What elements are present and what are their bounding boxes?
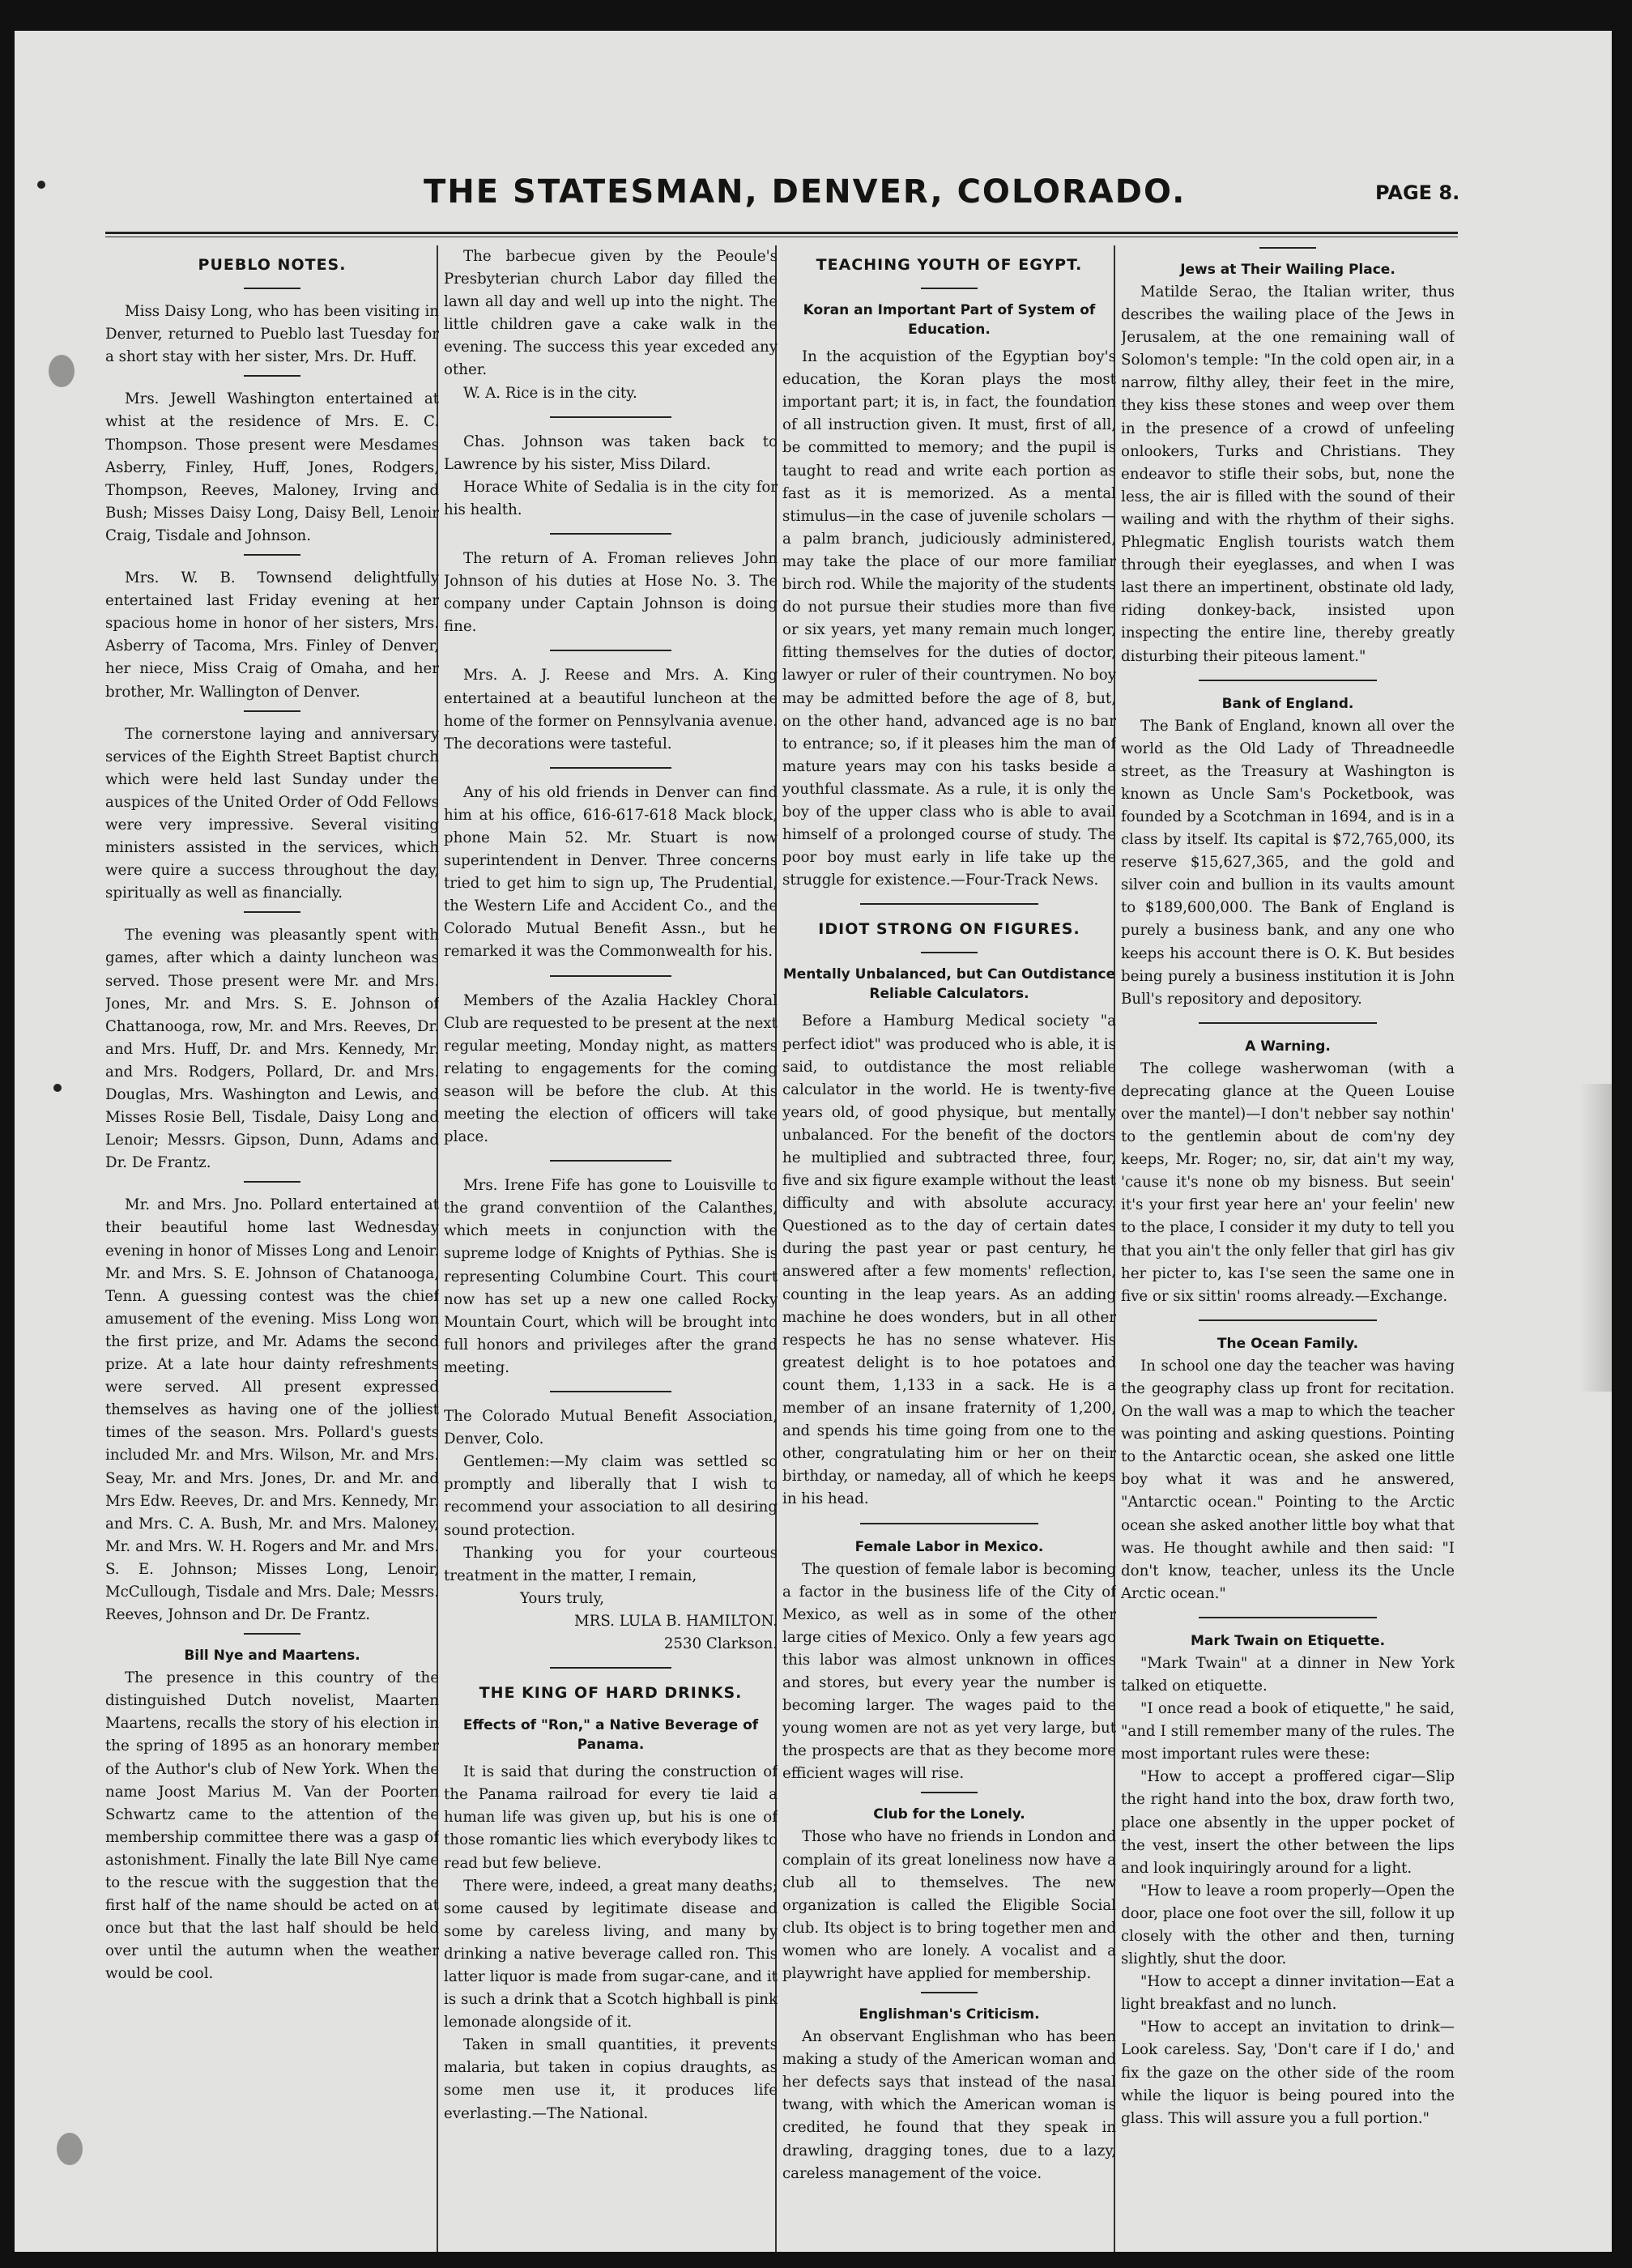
- article-heading: Female Labor in Mexico.: [854, 1538, 1044, 1555]
- article-heading: Englishman's Criticism.: [859, 2006, 1040, 2023]
- column-4: [1121, 245, 1455, 2252]
- news-item: W. A. Rice is in the city.: [463, 384, 637, 402]
- news-item: Miss Daisy Long, who has been visiting in Denver, returned to Pueblo last Tuesday for a short stay with her sister, Mrs. Dr. Huff.: [105, 303, 439, 366]
- divider: [1199, 1617, 1377, 1618]
- letter-body: Gentlemen:—My claim was settled so promptly and liberally that I wish to recommend your association to all desiring sound protection.: [444, 1453, 778, 1539]
- article-body: Matilde Serao, the Italian writer, thus describes the wailing place of the Jews in Jerusalem, at the one remaining wall of Solomon's temple: "In the cold open air, in a narrow, filthy alley, their feet in the mire, they kiss these stones and weep over them in the presence of a crowd of unfeeling onlookers, Turks and Christians. They endeavor to stifle their sobs, but, none the less, the air is filled with the sound of their wailing and with the rhythm of their sighs. Phlegmatic English tourists watch them through their eyeglasses, and when I was last there an impertinent, obstinate old lady, riding donkey-back, insisted upon inspecting the entire line, thereby greatly disturbing their piteous lament.": [1121, 284, 1455, 665]
- article-body: In school one day the teacher was having the geography class up front for recitation. On the wall was a map to which the teacher was pointing and asking questions. Pointing to the Antarctic ocean, she asked one little boy what it was and he answered, "Antarctic ocean." Pointing to the Arctic ocean she asked another little boy what that was. He thought awhile and then said: "I don't know, teacher, unless its the Uncle Arctic ocean.": [1121, 1357, 1455, 1602]
- divider: [550, 1667, 671, 1669]
- divider: [244, 1181, 300, 1183]
- news-item: Mrs. A. J. Reese and Mrs. A. King entertained at a beautiful luncheon at the home of the former on Pennsylvania avenue. The decorations were tasteful.: [444, 667, 778, 752]
- article-body: The presence in this country of the distinguished Dutch novelist, Maarten Maartens, recalls the story of his election in the spring of 1895 as an honorary member of the Author's club of New York. When the name Joost Marius M. Van der Poorten Schwartz came to the attention of the membership committee there was a gasp of astonishment. Finally the late Bill Nye came to the rescue with the suggestion that the first half of the name should be acted on at once but that the last half should be held over until the autumn when the weather would be cool.: [105, 1669, 439, 1983]
- article-body: "How to accept a dinner invitation—Eat a light breakfast and no lunch.: [1121, 1973, 1455, 2014]
- letter-address: 2530 Clarkson.: [663, 1635, 778, 1652]
- paper-stain: [57, 2133, 83, 2165]
- article-heading: THE KING OF HARD DRINKS.: [479, 1684, 743, 1703]
- header-rule: [105, 232, 1458, 237]
- paper-stain: [49, 355, 75, 387]
- article-body: "How to accept an invitation to drink—Look careless. Say, 'Don't care if I do,' and fix the gaze on the other side of the room while the liquor is being poured into the glass. This will assure you a full portion.": [1121, 2019, 1455, 2127]
- article-body: There were, indeed, a great many deaths; some caused by legitimate disease and some by careless living, and many by drinking a native beverage called ron. This latter liquor is made from sugar-cane, and it is such a drink that a Scotch highball is pink lemonade alongside of it.: [444, 1877, 778, 2031]
- column-2: [444, 245, 778, 2252]
- news-item: Mr. and Mrs. Jno. Pollard entertained at their beautiful home last Wednesday evening in honor of Misses Long and Lenoir. Mr. and Mrs. S. E. Johnson of Chatanooga, Tenn. A guessing contest was the chief amusement of the evening. Miss Long won the first prize, and Mr. Adams the second prize. At a late hour dainty refreshments were served. All present expressed themselves as having one of the jolliest times of the season. Mrs. Pollard's guests included Mr. and Mrs. Wilson, Mr. and Mrs. Seay, Mr. and Mrs. Jones, Dr. and Mr. and Mrs Edw. Reeves, Dr. and Mrs. Kennedy, Mr. and Mrs. C. A. Bush, Mr. and Mrs. Maloney, Mr. and Mrs. W. H. Rogers and Mr. and Mrs. S. E. Johnson; Misses Long, Lenoir, McCullough, Tisdale and Mrs. Dale; Messrs. Reeves, Johnson and Dr. De Frantz.: [105, 1196, 439, 1624]
- letter-yours: Yours truly,: [520, 1589, 605, 1607]
- news-item: Mrs. Irene Fife has gone to Louisville to the grand conventiion of the Calanthes, which meets in conjunction with the supreme lodge of Knights of Pythias. She is representing Columbine Court. This court now has set up a new one called Rocky Mountain Court, which will be brought into full honors and privileges after the grand meeting.: [444, 1177, 778, 1376]
- divider: [244, 288, 300, 289]
- news-item: The return of A. Froman relieves John Johnson of his duties at Hose No. 3. The company under Captain Johnson is doing fine.: [444, 550, 778, 636]
- news-item: Any of his old friends in Denver can find him at his office, 616-617-618 Mack block, phone Main 52. Mr. Stuart is now superintendent in Denver. Three concerns tried to get him to sign up, The Prudential, the Western Life and Accident Co., and the Colorado Mutual Benefit Assn., but he remarked it was the Commonwealth for his.: [444, 783, 778, 961]
- news-item: The cornerstone laying and anniversary services of the Eighth Street Baptist church which were held last Sunday under the auspices of the United Order of Odd Fellows were very impressive. Several visiting ministers assisted in the services, which were quire a success throughout the day, spiritually as well as financially.: [105, 725, 439, 902]
- article-heading: Club for the Lonely.: [873, 1806, 1025, 1823]
- divider: [244, 710, 300, 712]
- article-heading: Mark Twain on Etiquette.: [1190, 1632, 1386, 1649]
- news-item: Members of the Azalia Hackley Choral Club are requested to be present at the next regular meeting, Monday night, as matters relating to engagements for the coming season will be before the club. At this meeting the election of officers will take place.: [444, 991, 778, 1146]
- article-body: "I once read a book of etiquette," he said, "and I still remember many of the rules. The most important rules were these:: [1121, 1700, 1455, 1763]
- article-heading: A Warning.: [1245, 1038, 1331, 1055]
- article-body: Taken in small quantities, it prevents malaria, but taken in copius draughts, as some men use it, it produces life everlasting.—The National.: [444, 2036, 778, 2122]
- article-body: It is said that during the construction of the Panama railroad for every tie laid a human life was given up, but his is one of those romantic lies which everybody likes to read but few believe.: [444, 1763, 778, 1872]
- divider: [550, 650, 671, 651]
- article-heading: The Ocean Family.: [1217, 1335, 1359, 1352]
- article-subheading: Effects of "Ron," a Native Beverage of Panama.: [462, 1717, 759, 1754]
- divider: [550, 1391, 671, 1392]
- article-body: The question of female labor is becoming a factor in the business life of the City of Mexico, as well as in some of the other large cities of Mexico. Only a few years ago this labor was almost unknown in offices and stores, but every year the number is becoming larger. The wages paid to the young women are not as yet very large, but the prospects are that as they become more efficient wages will rise.: [782, 1560, 1116, 1783]
- divider: [860, 1523, 1038, 1524]
- article-heading: TEACHING YOUTH OF EGYPT.: [816, 256, 1083, 274]
- divider: [1199, 680, 1377, 681]
- divider: [550, 1160, 671, 1162]
- news-item: Mrs. Jewell Washington entertained at whist at the residence of Mrs. E. C. Thompson. Those present were Mesdames Asberry, Finley, Huff, Jones, Rodgers, Thompson, Reeves, Maloney, Irving and Bush; Misses Daisy Long, Daisy Bell, Lenoir Craig, Tisdale and Johnson.: [105, 390, 439, 544]
- article-heading: Bank of England.: [1221, 695, 1354, 712]
- news-item: Horace White of Sedalia is in the city for his health.: [444, 478, 778, 518]
- divider: [921, 288, 978, 289]
- newspaper-title: THE STATESMAN, DENVER, COLORADO.: [424, 173, 1187, 211]
- divider: [244, 554, 300, 556]
- newspaper-page: [15, 31, 1612, 2252]
- article-body: The college washerwoman (with a deprecating glance at the Queen Louise over the mantel)—I don't nebber say nothin' to the gentlemin about de com'ny dey keeps, Mr. Roger; no, sir, dat ain't my way, 'cause it's none ob my bisness. But seein' it's your first year here an' your feelin' new to the place, I consider it my duty to tell you that you ain't the only feller that girl has giv her picter to, kas I'se seen the same one in five or six sittin' rooms already.—Exchange.: [1121, 1059, 1455, 1305]
- punch-hole: [37, 181, 45, 189]
- article-body: An observant Englishman who has been making a study of the American woman and her defects says that instead of the nasal twang, with which the American woman is credited, he found that they speak in drawling, dragging tones, due to a lazy, careless management of the voice.: [782, 2028, 1116, 2182]
- article-heading: PUEBLO NOTES.: [198, 256, 347, 274]
- article-body: "Mark Twain" at a dinner in New York talked on etiquette.: [1121, 1654, 1455, 1695]
- divider: [1199, 1022, 1377, 1024]
- letter-signer: MRS. LULA B. HAMILTON.: [574, 1612, 778, 1630]
- divider: [1259, 247, 1316, 249]
- news-item: The evening was pleasantly spent with games, after which a dainty luncheon was served. Those present were Mr. and Mrs. Jones, Mr. and Mrs. S. E. Johnson of Chattanooga, row, Mr. and Mrs. Reeves, Dr. and Mrs. Huff, Dr. and Mrs. Kennedy, Mr. and Mrs. Rodgers, Pollard, Dr. and Mrs. Douglas, Mrs. Washington and Lewis, and Misses Rosie Bell, Tisdale, Daisy Long and Lenoir; Messrs. Gipson, Dunn, Adams and Dr. De Frantz.: [105, 927, 439, 1172]
- article-subheading: Mentally Unbalanced, but Can Outdistance Reliable Calculators.: [782, 966, 1116, 1003]
- divider: [860, 903, 1038, 905]
- divider: [244, 1633, 300, 1635]
- divider: [550, 533, 671, 535]
- article-body: "How to leave a room properly—Open the door, place one foot over the sill, follow it up closely with the other and then, turning slightly, shut the door.: [1121, 1882, 1455, 1968]
- article-subheading: Koran an Important Part of System of Education.: [803, 302, 1096, 339]
- news-item: The barbecue given by the Peoule's Presbyterian church Labor day filled the lawn all day and well up into the night. The little children gave a cake walk in the evening. The success this year exceded any other.: [444, 248, 778, 379]
- divider: [550, 767, 671, 769]
- divider: [550, 416, 671, 418]
- letter-salutation: The Colorado Mutual Benefit Association, Denver, Colo.: [444, 1408, 778, 1448]
- column-1: [105, 245, 439, 2252]
- news-item: Chas. Johnson was taken back to Lawrence by his sister, Miss Dilard.: [444, 433, 778, 473]
- article-body: "How to accept a proffered cigar—Slip the right hand into the box, draw forth two, place one absently in the upper pocket of the vest, insert the other between the lips and look inquiringly around for a light.: [1121, 1768, 1455, 1877]
- punch-hole: [53, 1084, 62, 1092]
- column-3: [782, 245, 1116, 2252]
- divider: [550, 975, 671, 977]
- article-heading: IDIOT STRONG ON FIGURES.: [818, 920, 1080, 939]
- letter-close: Thanking you for your courteous treatment in the matter, I remain,: [444, 1544, 778, 1584]
- masthead: [15, 31, 1612, 219]
- divider: [921, 952, 978, 953]
- divider: [921, 1792, 978, 1793]
- article-body: In the acquistion of the Egyptian boy's education, the Koran plays the most important part; it is, in fact, the foundation of all instruction given. It must, first of all, be committed to memory; and the pupil is taught to read and write each portion as fast as it is memorized. As a mental stimulus—in the case of juvenile scholars —a palm branch, judiciously administered, may take the place of our more familiar birch rod. While the majority of the students do not pursue their studies more than five or six years, yet many remain much longer, fitting themselves for the duties of doctor, lawyer or ruler of their countrymen. No boy may be admitted before the age of 8, but, on the other hand, advanced age is no bar to entrance; so, if it pleases him the man of mature years may con his tasks beside a youthful classmate. As a rule, it is only the boy of the upper class who is able to avail himself of a prolonged course of study. The poor boy must early in life take up the struggle for existence.—Four-Track News.: [782, 348, 1116, 889]
- divider: [921, 1992, 978, 1993]
- page-number: PAGE 8.: [1375, 181, 1460, 204]
- article-heading: Jews at Their Wailing Place.: [1180, 262, 1396, 278]
- news-item: Mrs. W. B. Townsend delightfully entertained last Friday evening at her spacious home in honor of her sisters, Mrs. Asberry of Tacoma, Mrs. Finley of Denver, her niece, Miss Craig of Omaha, and her brother, Mr. Wallington of Denver.: [105, 569, 439, 701]
- article-heading: Bill Nye and Maartens.: [184, 1648, 360, 1665]
- divider: [1199, 1319, 1377, 1321]
- article-body: Before a Hamburg Medical society "a perfect idiot" was produced who is able, it is said, to outdistance the most reliable calculator in the world. He is twenty-five years old, of good physique, but mentally unbalanced. For the benefit of the doctors he multiplied and subtracted three, four, five and six figure example without the least difficulty and with absolute accuracy. Questioned as to the day of certain dates during the past year or past century, he answered after a few moments' reflection, counting in the leap years. As an adding machine he does wonders, but in all other respects he has no sense whatever. His greatest delight is to hoe potatoes and count them, 1,133 in a sack. He is a member of an insane fraternity of 1,200, and spends his time going from one to the other, congratulating him or her on their birthday, or nameday, all of which he keeps in his head.: [782, 1013, 1116, 1508]
- divider: [244, 911, 300, 913]
- article-body: The Bank of England, known all over the world as the Old Lady of Threadneedle street, as the Treasury at Washington is known as Uncle Sam's Pocketbook, was founded by a Scotchman in 1694, and is in a class by itself. Its capital is $72,765,000, its reserve $15,627,365, and the gold and silver coin and bullion in its vaults amount to $189,600,000. The Bank of England is purely a business bank, and any one who keeps his account there is O. K. But besides being purely a business institution it is John Bull's repository and depository.: [1121, 717, 1455, 1008]
- divider: [244, 375, 300, 377]
- article-body: Those who have no friends in London and complain of its great loneliness now have a club all to themselves. The new organization is called the Eligible Social club. Its object is to bring together men and women who are lonely. A vocalist and a playwright have applied for membership.: [782, 1828, 1116, 1982]
- page-edge-wear: [1579, 1084, 1612, 1392]
